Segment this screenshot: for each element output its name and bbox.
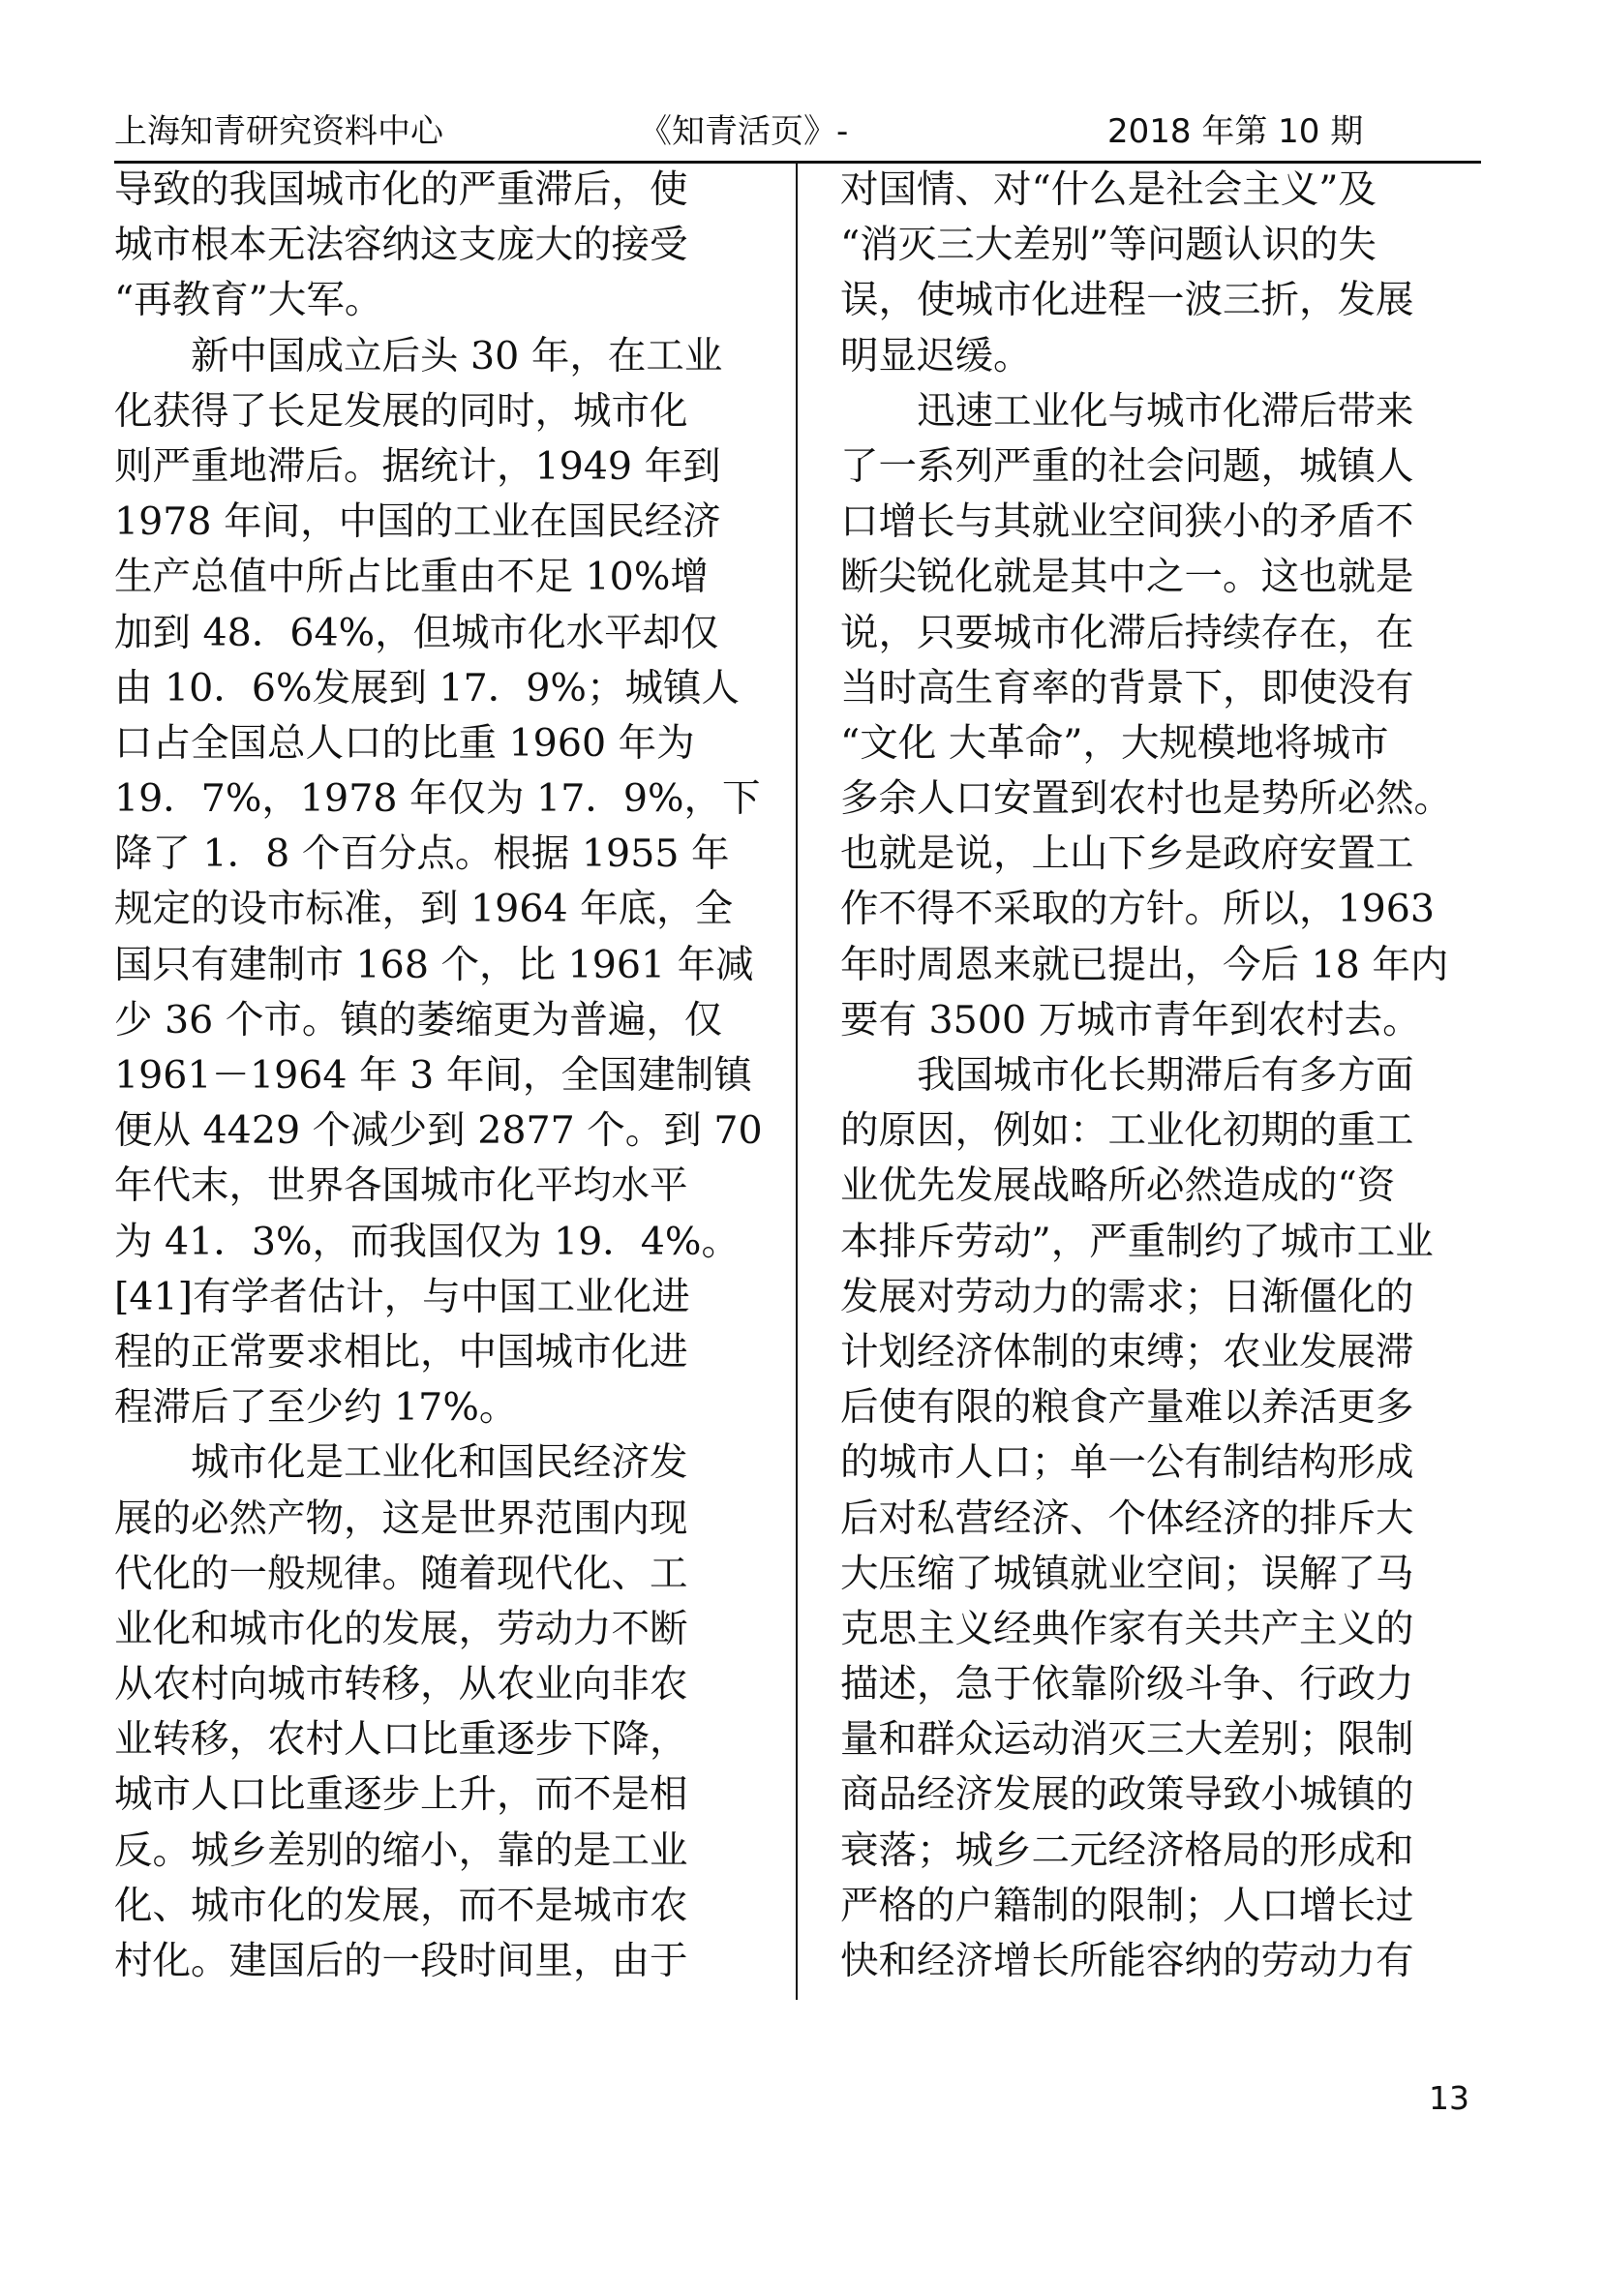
- text-line: 也就是说，上山下乡是政府安置工: [840, 831, 1414, 877]
- text-line: 本排斥劳动”，严重制约了城市工业: [840, 1219, 1434, 1264]
- text-line: 明显迟缓。: [840, 333, 1032, 378]
- text-line: “消灭三大差别”等问题认识的失: [840, 223, 1377, 268]
- text-line: 村化。建国后的一段时间里，由于: [114, 1939, 688, 1983]
- text-line: 规定的设市标准，到 1964 年底，全: [114, 887, 734, 932]
- text-line: 对国情、对“什么是社会主义”及: [840, 167, 1377, 212]
- text-line: 的城市人口；单一公有制结构形成: [840, 1440, 1414, 1486]
- text-line: 加到 48．64%，但城市化水平却仅: [114, 610, 719, 655]
- text-line: “文化 大革命”，大规模地将城市: [840, 720, 1389, 766]
- text-line: 1961－1964 年 3 年间，全国建制镇: [114, 1053, 752, 1098]
- text-line: 反。城乡差别的缩小，靠的是工业: [114, 1828, 688, 1873]
- header-issue: 2018 年第 10 期: [1107, 112, 1364, 151]
- text-line: 多余人口安置到农村也是势所必然。: [840, 776, 1452, 822]
- text-line: 化获得了长足发展的同时，城市化: [114, 388, 688, 434]
- text-line: 大压缩了城镇就业空间；误解了马: [840, 1551, 1414, 1596]
- text-line: 1978 年间，中国的工业在国民经济: [114, 499, 721, 545]
- text-line: 量和群众运动消灭三大差别；限制: [840, 1717, 1414, 1763]
- text-line: 便从 4429 个减少到 2877 个。到 70: [114, 1108, 763, 1154]
- text-line: [41]有学者估计，与中国工业化进: [114, 1274, 690, 1319]
- text-line: 城市人口比重逐步上升，而不是相: [114, 1772, 688, 1818]
- text-line: 商品经济发展的政策导致小城镇的: [840, 1772, 1414, 1818]
- text-line: 化、城市化的发展，而不是城市农: [114, 1883, 688, 1928]
- text-line: 为 41．3%，而我国仅为 19．4%。: [114, 1219, 740, 1264]
- text-line: 展的必然产物，这是世界范围内现: [114, 1495, 688, 1541]
- text-line: 业转移，农村人口比重逐步下降，: [114, 1717, 688, 1763]
- text-line: 断尖锐化就是其中之一。这也就是: [840, 555, 1414, 600]
- text-line: “再教育”大军。: [114, 278, 383, 323]
- page-header: [114, 105, 1481, 159]
- text-line: 计划经济体制的束缚；农业发展滞: [840, 1329, 1414, 1375]
- text-line: 程的正常要求相比，中国城市化进: [114, 1329, 688, 1375]
- text-line: 由 10．6%发展到 17．9%；城镇人: [114, 665, 740, 710]
- text-line: 克思主义经典作家有关共产主义的: [840, 1606, 1414, 1651]
- text-line: 要有 3500 万城市青年到农村去。: [840, 997, 1421, 1042]
- text-line: 误，使城市化进程一波三折，发展: [840, 278, 1414, 323]
- text-line: 城市根本无法容纳这支庞大的接受: [114, 223, 688, 268]
- text-line: 口增长与其就业空间狭小的矛盾不: [840, 499, 1414, 545]
- header-publication-title: 《知青活页》-: [639, 112, 849, 151]
- text-line: 年时周恩来就已提出，今后 18 年内: [840, 942, 1449, 987]
- text-line: 严格的户籍制的限制；人口增长过: [840, 1883, 1414, 1928]
- text-line: 城市化是工业化和国民经济发: [191, 1440, 688, 1486]
- text-line: 的原因，例如：工业化初期的重工: [840, 1108, 1414, 1154]
- text-line: 当时高生育率的背景下，即使没有: [840, 665, 1414, 710]
- text-line: 后使有限的粮食产量难以养活更多: [840, 1385, 1414, 1431]
- page-number: 13: [1429, 2079, 1469, 2117]
- text-line: 发展对劳动力的需求；日渐僵化的: [840, 1274, 1414, 1319]
- text-line: 生产总值中所占比重由不足 10%增: [114, 555, 709, 600]
- text-line: 了一系列严重的社会问题，城镇人: [840, 443, 1414, 489]
- text-line: 国只有建制市 168 个，比 1961 年减: [114, 942, 754, 987]
- text-line: 业优先发展战略所必然造成的“资: [840, 1163, 1396, 1209]
- text-line: 19．7%，1978 年仅为 17．9%，下: [114, 776, 761, 822]
- header-publisher: 上海知青研究资料中心: [114, 112, 443, 151]
- column-divider: [796, 161, 798, 2000]
- text-line: 后对私营经济、个体经济的排斥大: [840, 1495, 1414, 1541]
- text-line: 口占全国总人口的比重 1960 年为: [114, 720, 695, 766]
- right-column: [840, 163, 1508, 1989]
- text-line: 从农村向城市转移，从农业向非农: [114, 1662, 688, 1707]
- text-line: 降了 1．8 个百分点。根据 1955 年: [114, 831, 730, 877]
- text-line: 业化和城市化的发展，劳动力不断: [114, 1606, 688, 1651]
- text-line: 导致的我国城市化的严重滞后，使: [114, 167, 688, 212]
- left-column: [114, 163, 763, 1989]
- text-line: 则严重地滞后。据统计，1949 年到: [114, 443, 721, 489]
- text-line: 程滞后了至少约 17%。: [114, 1385, 518, 1431]
- text-line: 新中国成立后头 30 年，在工业: [191, 333, 723, 378]
- text-line: 说，只要城市化滞后持续存在，在: [840, 610, 1414, 655]
- text-line: 我国城市化长期滞后有多方面: [917, 1053, 1414, 1098]
- text-line: 年代末，世界各国城市化平均水平: [114, 1163, 688, 1209]
- text-line: 代化的一般规律。随着现代化、工: [114, 1551, 688, 1596]
- text-line: 描述，急于依靠阶级斗争、行政力: [840, 1662, 1414, 1707]
- text-line: 少 36 个市。镇的萎缩更为普遍，仅: [114, 997, 723, 1042]
- text-line: 迅速工业化与城市化滞后带来: [917, 388, 1414, 434]
- text-line: 衰落；城乡二元经济格局的形成和: [840, 1828, 1414, 1873]
- text-line: 作不得不采取的方针。所以，1963: [840, 887, 1436, 932]
- text-line: 快和经济增长所能容纳的劳动力有: [840, 1939, 1414, 1983]
